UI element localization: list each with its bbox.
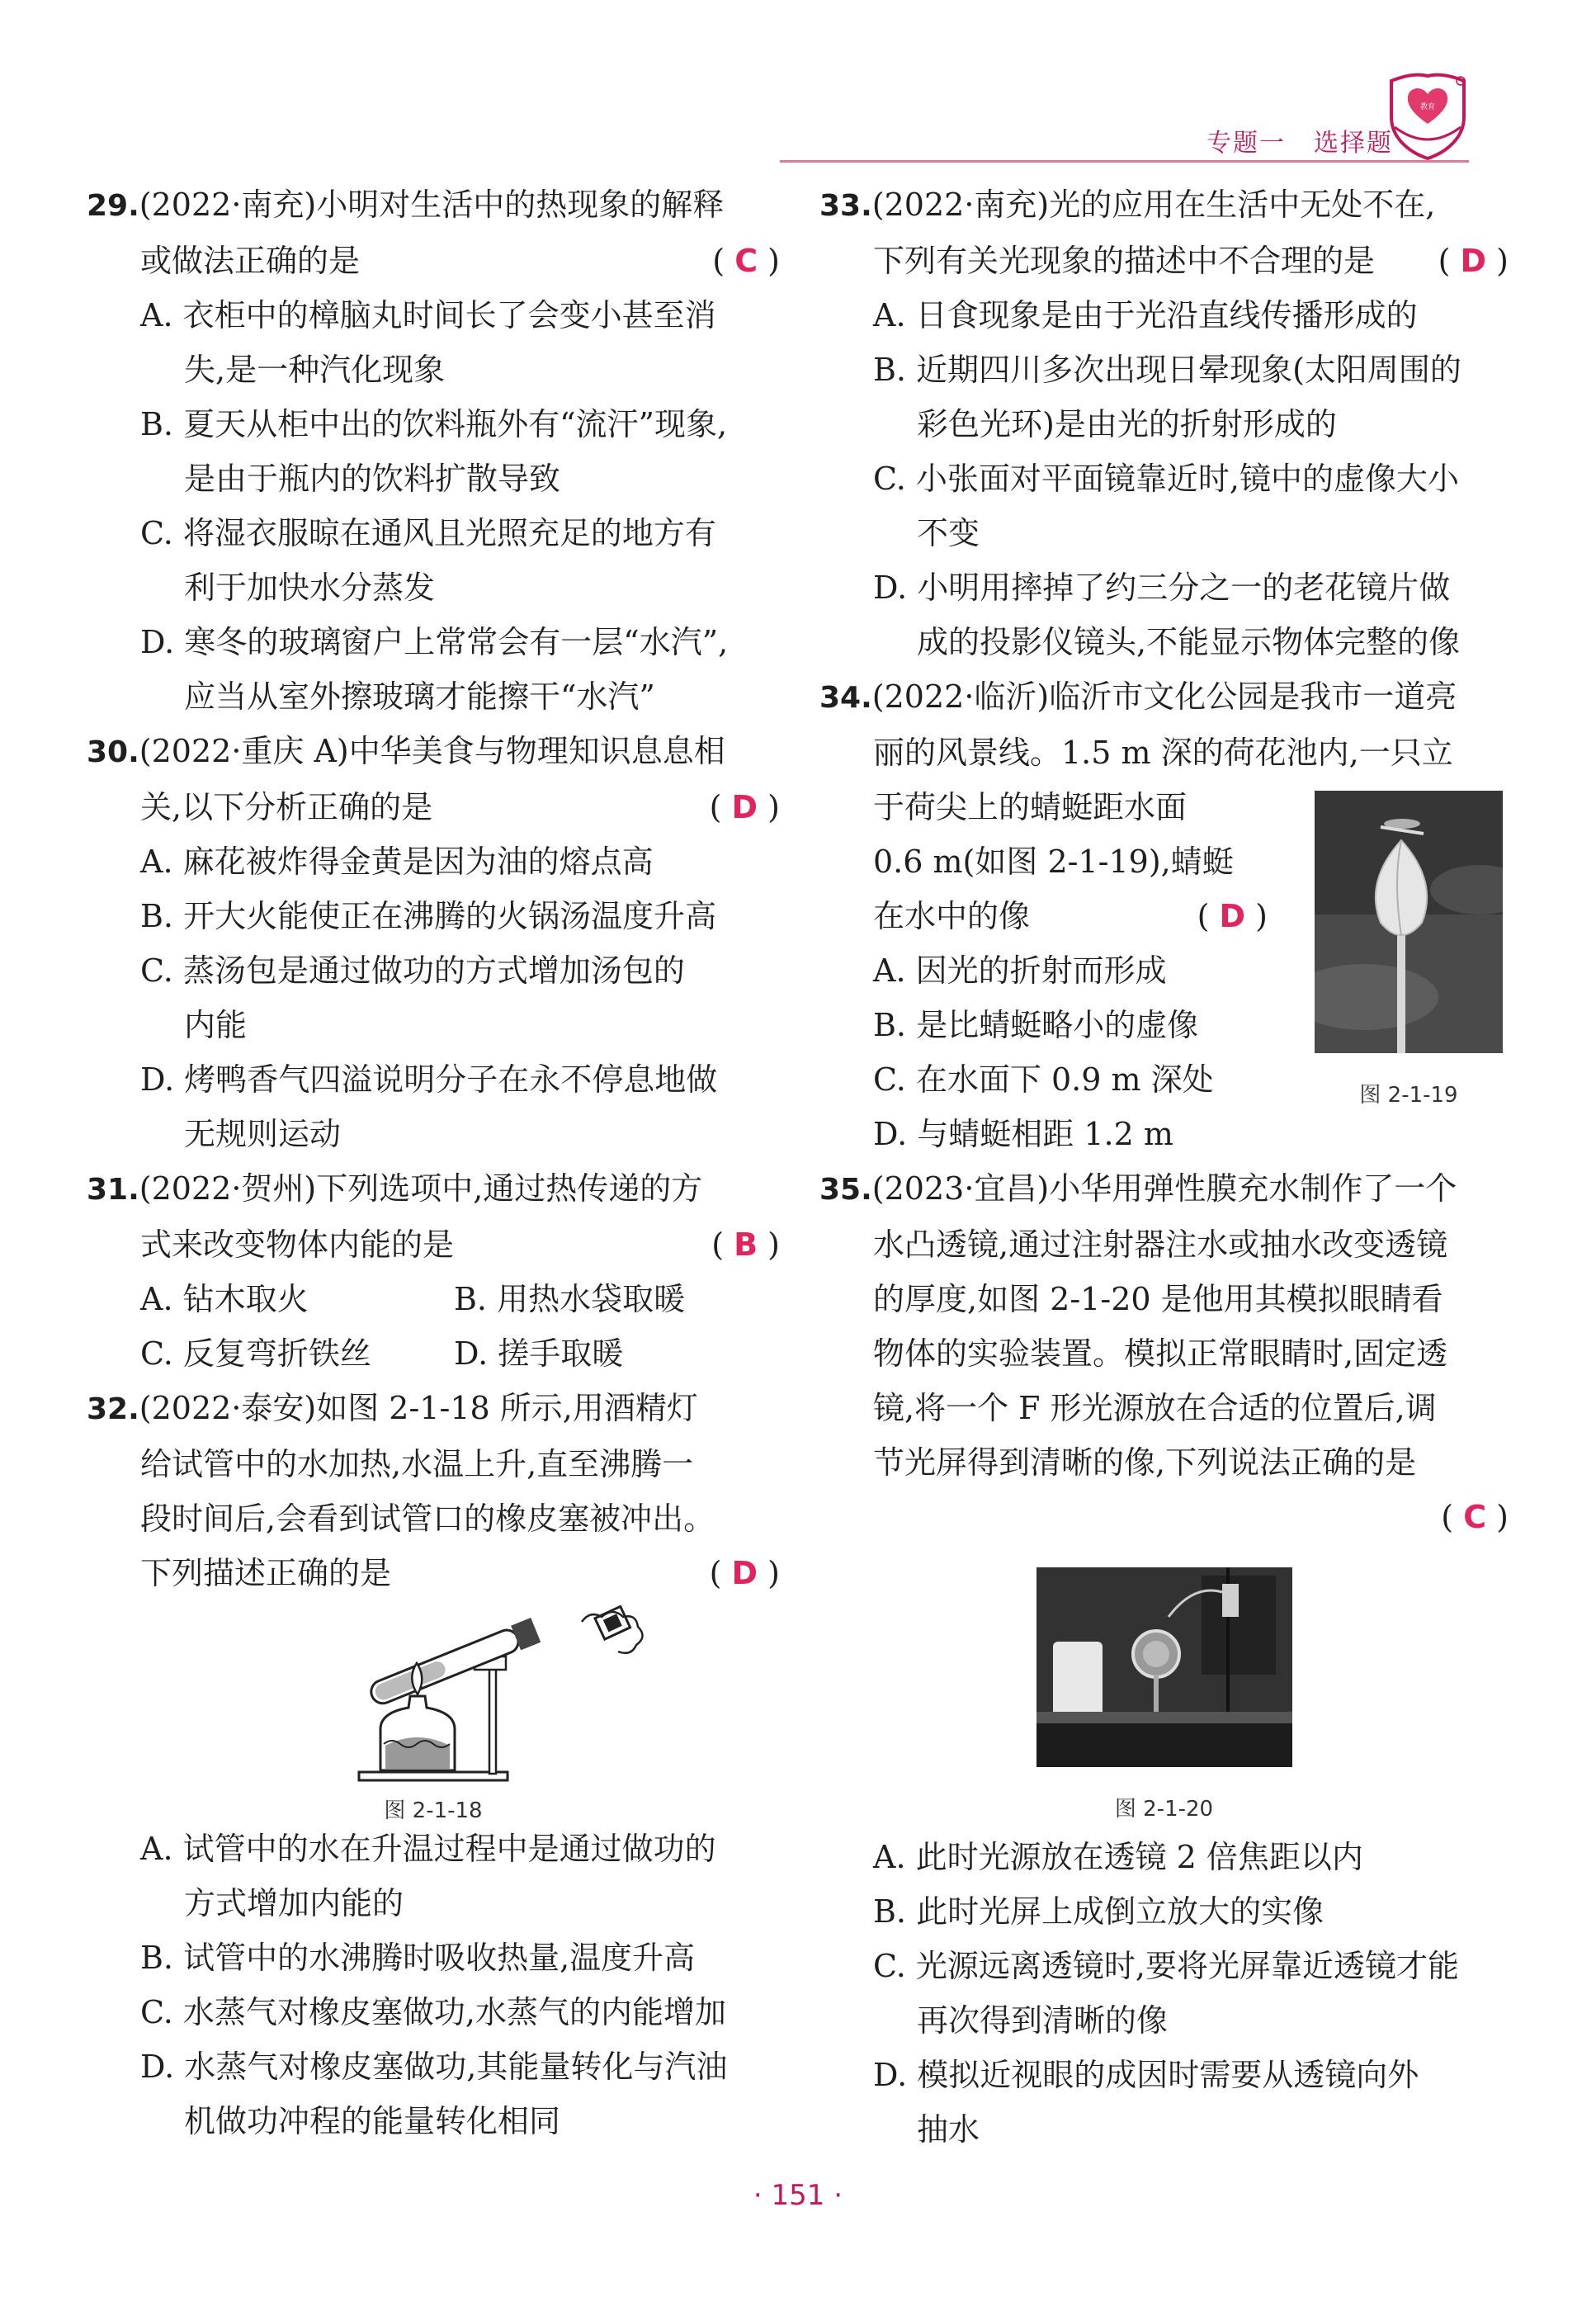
option-cont: 机做功冲程的能量转化相同 — [184, 2103, 561, 2139]
question-number: 29. — [87, 189, 139, 223]
option-cont: 抽水 — [917, 2111, 980, 2148]
option: D. 模拟近视眼的成因时需要从透镜向外 — [873, 2057, 1419, 2093]
question-stem: (2022·南充)光的应用在生活中无处不在, — [871, 187, 1436, 223]
option-cont: 内能 — [184, 1007, 248, 1043]
question-number: 35. — [819, 1173, 872, 1207]
answer-bracket: ( C ) — [1441, 1499, 1509, 1535]
figure-caption: 图 2-1-18 — [384, 1798, 483, 1823]
question-stem: 关,以下分析正确的是 — [140, 789, 433, 825]
option: D. 小明用摔掉了约三分之一的老花镜片做 — [873, 569, 1451, 606]
option: C. 小张面对平面镜靠近时,镜中的虚像大小 — [873, 461, 1459, 497]
question-stem: (2023·宜昌)小华用弹性膜充水制作了一个 — [871, 1170, 1457, 1207]
header-divider — [780, 160, 1469, 163]
question-number: 33. — [819, 189, 872, 223]
option: A. 此时光源放在透镜 2 倍焦距以内 — [873, 1839, 1363, 1875]
option: B. 试管中的水沸腾时吸收热量,温度升高 — [140, 1940, 696, 1976]
question-stem: 下列描述正确的是 — [140, 1555, 392, 1591]
option: B. 是比蜻蜓略小的虚像 — [873, 1007, 1199, 1043]
option-cont: 成的投影仪镜头,不能显示物体完整的像 — [917, 624, 1461, 660]
question-stem: (2022·重庆 A)中华美食与物理知识息息相 — [139, 733, 725, 769]
question-stem: 段时间后,会看到试管口的橡皮塞被冲出。 — [140, 1500, 715, 1537]
question-30 — [87, 724, 780, 1161]
figure-caption: 图 2-1-20 — [1114, 1797, 1214, 1822]
option: B. 开大火能使正在沸腾的火锅汤温度升高 — [140, 898, 717, 934]
option: C. 蒸汤包是通过做功的方式增加汤包的 — [140, 952, 685, 989]
option: C. 水蒸气对橡皮塞做功,水蒸气的内能增加 — [140, 1994, 726, 2030]
question-31 — [87, 1161, 780, 1381]
question-number: 34. — [819, 681, 872, 715]
header-topic: 专题一 — [1206, 129, 1286, 158]
lotus-dragonfly-photo — [1315, 791, 1503, 1053]
option: B. 近期四川多次出现日晕现象(太阳周围的 — [873, 352, 1461, 388]
option: D. 水蒸气对橡皮塞做功,其能量转化与汽油 — [140, 2049, 728, 2085]
answer-mark: D — [731, 789, 758, 825]
question-stem: 镜,将一个 F 形光源放在合适的位置后,调 — [873, 1390, 1437, 1426]
option-cont: 不变 — [917, 515, 980, 551]
answer-bracket: ( C ) — [712, 243, 780, 279]
question-stem: 在水中的像 — [873, 898, 1031, 934]
option: A. 试管中的水在升温过程中是通过做功的 — [140, 1831, 716, 1867]
answer-mark: C — [1463, 1499, 1487, 1535]
option: A. 日食现象是由于光沿直线传播形成的 — [873, 297, 1418, 333]
question-stem: 下列有关光现象的描述中不合理的是 — [873, 243, 1376, 279]
question-stem: 式来改变物体内能的是 — [140, 1226, 455, 1263]
question-33 — [819, 177, 1509, 669]
option: D. 搓手取暖 — [454, 1335, 624, 1372]
left-column — [87, 177, 780, 2148]
answer-mark: D — [1460, 243, 1487, 279]
option-cont: 应当从室外擦玻璃才能擦干“水汽” — [184, 678, 655, 715]
publisher-logo-icon — [1383, 69, 1472, 162]
option: A. 钻木取火 — [140, 1281, 309, 1317]
answer-bracket: ( D ) — [709, 1555, 780, 1591]
option: B. 用热水袋取暖 — [454, 1281, 686, 1317]
answer-mark: D — [731, 1555, 758, 1591]
question-stem: 丽的风景线。1.5 m 深的荷花池内,一只立 — [873, 735, 1453, 771]
header-section: 选择题 — [1314, 129, 1393, 158]
question-29 — [87, 177, 780, 724]
option-cont: 无规则运动 — [184, 1116, 342, 1152]
option: D. 烤鸭香气四溢说明分子在永不停息地做 — [140, 1061, 718, 1098]
option: B. 此时光屏上成倒立放大的实像 — [873, 1893, 1324, 1930]
question-stem: 或做法正确的是 — [140, 243, 361, 279]
option-cont: 失,是一种汽化现象 — [184, 352, 446, 388]
figure-caption: 图 2-1-19 — [1359, 1083, 1458, 1108]
option-cont: 再次得到清晰的像 — [917, 2002, 1169, 2039]
question-stem: 物体的实验装置。模拟正常眼睛时,固定透 — [873, 1335, 1448, 1372]
option: B. 夏天从柜中出的饮料瓶外有“流汗”现象, — [140, 406, 728, 442]
option: C. 光源远离透镜时,要将光屏靠近透镜才能 — [873, 1948, 1459, 1984]
alcohol-lamp-test-tube-diagram — [87, 1605, 780, 1787]
option-cont: 方式增加内能的 — [184, 1885, 404, 1921]
figure-2-1-18 — [87, 1605, 780, 1822]
answer-mark: C — [734, 243, 758, 279]
question-number: 32. — [87, 1392, 139, 1426]
question-35 — [819, 1161, 1509, 2157]
right-column — [819, 177, 1509, 2157]
option: A. 衣柜中的樟脑丸时间长了会变小甚至消 — [140, 297, 716, 333]
water-lens-experiment-photo — [1036, 1567, 1292, 1767]
option: A. 麻花被炸得金黄是因为油的熔点高 — [140, 844, 654, 880]
question-stem: (2022·贺州)下列选项中,通过热传递的方 — [139, 1170, 703, 1207]
page-number: · 151 · — [753, 2179, 843, 2212]
question-number: 30. — [87, 735, 139, 769]
question-stem: 给试管中的水加热,水温上升,直至沸腾一 — [140, 1446, 694, 1482]
question-stem: (2022·泰安)如图 2-1-18 所示,用酒精灯 — [139, 1390, 698, 1426]
figure-2-1-20 — [819, 1567, 1509, 1830]
answer-bracket: ( B ) — [711, 1226, 780, 1263]
option: C. 在水面下 0.9 m 深处 — [873, 1061, 1214, 1098]
question-stem: 的厚度,如图 2-1-20 是他用其模拟眼睛看 — [873, 1281, 1443, 1317]
answer-mark: D — [1219, 898, 1246, 934]
answer-bracket: ( D ) — [1197, 898, 1268, 934]
option-cont: 利于加快水分蒸发 — [184, 569, 436, 606]
question-stem: (2022·临沂)临沂市文化公园是我市一道亮 — [871, 678, 1457, 715]
option: C. 反复弯折铁丝 — [140, 1335, 371, 1372]
answer-bracket: ( D ) — [709, 789, 780, 825]
svg-text:教育: 教育 — [1419, 103, 1436, 111]
option: D. 与蜻蜓相距 1.2 m — [873, 1116, 1173, 1152]
question-stem: 于荷尖上的蜻蜓距水面 — [873, 789, 1188, 825]
option-cont: 是由于瓶内的饮料扩散导致 — [184, 461, 561, 497]
question-stem: (2022·南充)小明对生活中的热现象的解释 — [139, 187, 725, 223]
question-stem: 水凸透镜,通过注射器注水或抽水改变透镜 — [873, 1226, 1448, 1263]
option: D. 寒冬的玻璃窗户上常常会有一层“水汽”, — [140, 624, 729, 660]
question-number: 31. — [87, 1173, 139, 1207]
question-stem: 0.6 m(如图 2-1-19),蜻蜓 — [873, 844, 1234, 880]
answer-bracket: ( D ) — [1438, 243, 1509, 279]
page-header — [0, 0, 1596, 173]
option-cont: 彩色光环)是由光的折射形成的 — [917, 406, 1337, 442]
question-stem: 节光屏得到清晰的像,下列说法正确的是 — [873, 1444, 1417, 1481]
question-32 — [87, 1381, 780, 2148]
option: A. 因光的折射而形成 — [873, 952, 1167, 989]
option: C. 将湿衣服晾在通风且光照充足的地方有 — [140, 515, 716, 551]
answer-mark: B — [734, 1226, 758, 1263]
